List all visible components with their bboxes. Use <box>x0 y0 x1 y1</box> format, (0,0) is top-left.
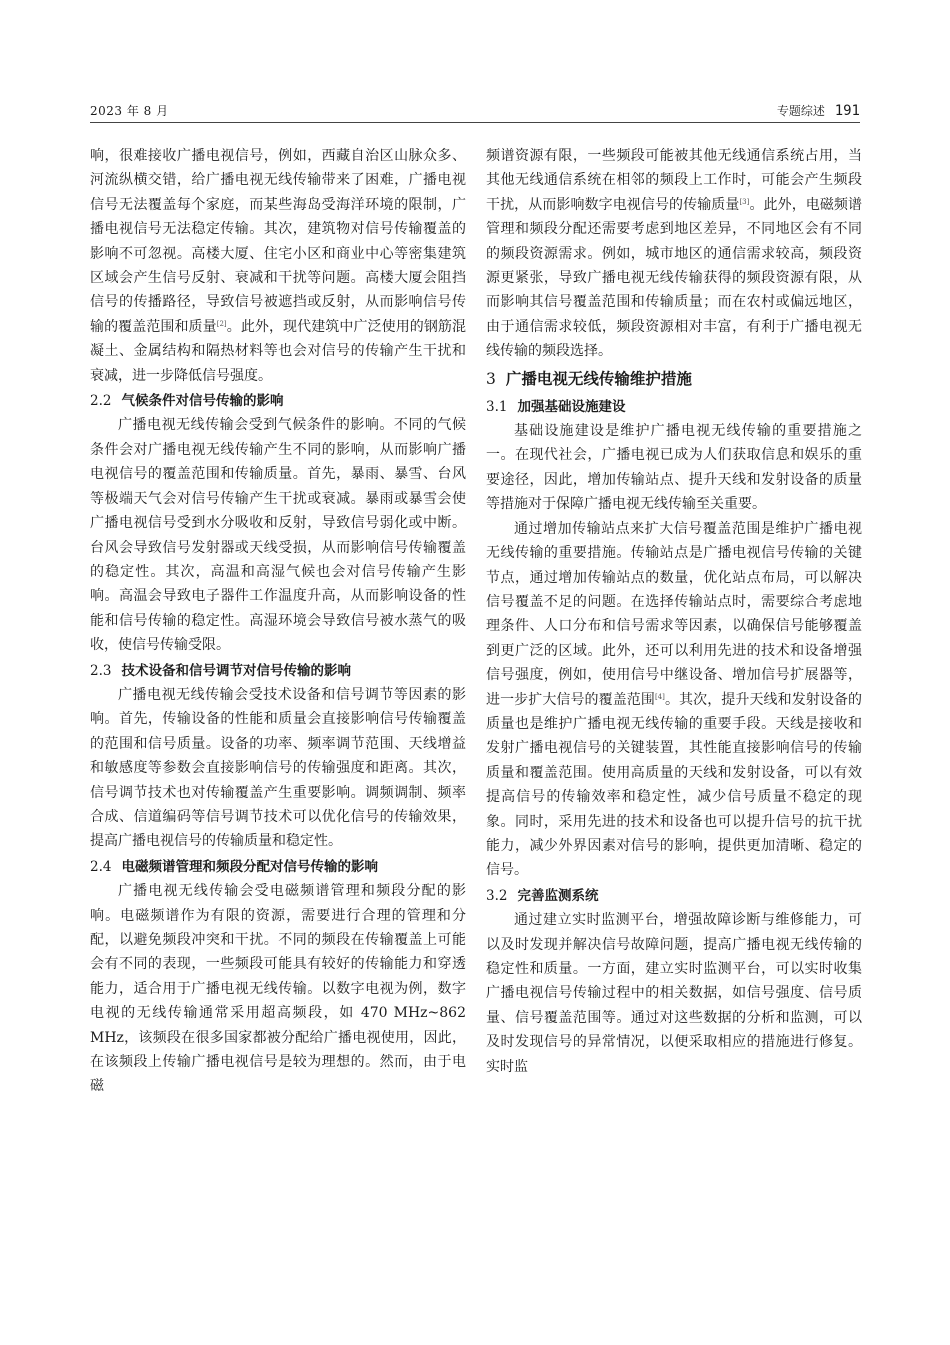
citation-ref: [3] <box>739 197 750 206</box>
paragraph <box>486 144 862 364</box>
paragraph: 基础设施建设是维护广播电视无线传输的重要措施之一。在现代社会，广播电视已成为人们获取信息和娱乐的重要途径，因此，增加传输站点、提升天线和发射设备的质量等措施对于保障广播电视无线传输至关重要。 <box>486 423 862 513</box>
subsection-title: 电磁频谱管理和频段分配对信号传输的影响 <box>121 858 378 875</box>
paragraph <box>90 144 466 388</box>
subsection-number: 3.2 <box>486 887 508 904</box>
citation-ref: [2] <box>216 319 227 328</box>
paragraph: 广播电视无线传输会受电磁频谱管理和频段分配的影响。电磁频谱作为有限的资源，需要进行合理的管理和分配，以避免频段冲突和干扰。不同的频段在传输覆盖上可能会有不同的表现，一些频段可能具有较好的传输能力和穿透能力，适合用于广播电视无线传输。以数字电视为例，数字电视的无线传输通常采用超高频段，如 470 MHz~862 MHz，该频段在很多国家都被分配给广播电视使用，因此，在该频段上传输广播电视信号是较为理想的。然而，由于电磁 <box>90 883 466 1095</box>
subsection-title: 完善监测系统 <box>517 887 599 904</box>
paragraph: 广播电视无线传输会受技术设备和信号调节等因素的影响。首先，传输设备的性能和质量会直接影响信号传输覆盖的范围和信号质量。设备的功率、频率调节范围、天线增益和敏感度等参数会直接影响信号的传输强度和距离。其次，信号调节技术也对传输覆盖产生重要影响。调频调制、频率合成、信道编码等信号调节技术可以优化信号的传输效果，提高广播电视信号的传输质量和稳定性。 <box>90 686 466 850</box>
paragraph <box>486 517 862 883</box>
section-name: 专题综述 <box>776 104 825 118</box>
subsection-title: 技术设备和信号调节对信号传输的影响 <box>121 662 351 679</box>
paragraph-text: 频谱资源有限，一些频段可能被其他无线通信系统占用，当其他无线通信系统在相邻的频段上工作时，可能会产生频段干扰，从而影响数字电视信号的传输质量 <box>486 148 862 213</box>
paragraph-text: 通过增加传输站点来扩大信号覆盖范围是维护广播电视无线传输的重要措施。传输站点是广播电视信号传输的关键节点，通过增加传输站点的数量，优化站点布局，可以解决信号覆盖不足的问题。在选择传输站点时，需要综合考虑地理条件、人口分布和信号需求等因素，以确保信号能够覆盖到更广泛的区域。此外，还可以利用先进的技术和设备增强信号强度，例如，使用信号中继设备、增加信号扩展器等，进一步扩大信号的覆盖范围 <box>486 520 862 708</box>
issue-date: 2023 年 8 月 <box>90 104 169 118</box>
subsection-heading <box>486 395 862 419</box>
right-column <box>486 144 862 1079</box>
subsection-number: 2.2 <box>90 393 112 410</box>
subsection-number: 3.1 <box>486 398 508 415</box>
subsection-heading <box>90 855 466 879</box>
section-number: 3 <box>486 369 496 388</box>
left-column <box>90 144 466 1099</box>
subsection-heading <box>90 659 466 683</box>
subsection-heading <box>486 884 862 908</box>
subsection-title: 加强基础设施建设 <box>517 398 626 415</box>
paragraph-text: 。其次，提升天线和发射设备的质量也是维护广播电视无线传输的重要手段。天线是接收和发射广播电视信号的关键装置，其性能直接影响信号的传输质量和覆盖范围。使用高质量的天线和发射设备，可以有效提高信号的传输效率和稳定性，减少信号质量不稳定的现象。同时，采用先进的技术和设备也可以提升信号的抗干扰能力，减少外界因素对信号的影响，提供更加清晰、稳定的信号。 <box>486 691 863 879</box>
section-title: 广播电视无线传输维护措施 <box>505 369 692 388</box>
paragraph: 广播电视无线传输会受到气候条件的影响。不同的气候条件会对广播电视无线传输产生不同的影响，从而影响广播电视信号的覆盖范围和传输质量。首先，暴雨、暴雪、台风等极端天气会对信号传输产生干扰或衰减。暴雨或暴雪会使广播电视信号受到水分吸收和反射，导致信号弱化或中断。台风会导致信号发射器或天线受损，从而影响信号传输覆盖的稳定性。其次，高温和高湿气候也会对信号传输产生影响。高温会导致电子器件工作温度升高，从而影响设备的性能和信号传输的稳定性。高湿环境会导致信号被水蒸气的吸收，使信号传输受限。 <box>90 417 466 654</box>
paragraph-text: 响，很难接收广播电视信号，例如，西藏自治区山脉众多、河流纵横交错，给广播电视无线传输带来了困难，广播电视信号无法覆盖每个家庭，而某些海岛受海洋环境的限制，广播电视信号无法稳定传输。其次，建筑物对信号传输覆盖的影响不可忽视。高楼大厦、住宅小区和商业中心等密集建筑区域会产生信号反射、衰减和干扰等问题。高楼大厦会阻挡信号的传播路径，导致信号被遮挡或反射，从而影响信号传输的覆盖范围和质量 <box>90 148 466 335</box>
subsection-heading <box>90 389 466 413</box>
section-heading <box>486 366 862 392</box>
paragraph-text: 。此外，现代建筑中广泛使用的钢筋混凝土、金属结构和隔热材料等也会对信号的传输产生干扰和衰减，进一步降低信号强度。 <box>90 318 467 384</box>
paragraph: 通过建立实时监测平台，增强故障诊断与维修能力，可以及时发现并解决信号故障问题，提高广播电视无线传输的稳定性和质量。一方面，建立实时监测平台，可以实时收集广播电视信号传输过程中的相关数据，如信号强度、信号质量、信号覆盖范围等。通过对这些数据的分析和监测，可以及时发现信号的异常情况，以便采取相应的措施进行修复。实时监 <box>486 912 862 1075</box>
subsection-number: 2.3 <box>90 662 112 679</box>
subsection-title: 气候条件对信号传输的影响 <box>121 393 284 410</box>
citation-ref: [4] <box>654 692 665 701</box>
paragraph-text: 。此外，电磁频谱管理和频段分配还需要考虑到地区差异，不同地区会有不同的频段资源需求。例如，城市地区的通信需求较高，频段资源更紧张，导致广播电视无线传输获得的频段资源有限，从而影响其信号覆盖范围和传输质量；而在农村或偏远地区，由于通信需求较低，频段资源相对丰富，有利于广播电视无线传输的频段选择。 <box>486 196 863 360</box>
subsection-number: 2.4 <box>90 858 112 875</box>
running-header <box>90 96 860 123</box>
page-number: 191 <box>834 103 860 119</box>
header-right <box>777 102 860 119</box>
